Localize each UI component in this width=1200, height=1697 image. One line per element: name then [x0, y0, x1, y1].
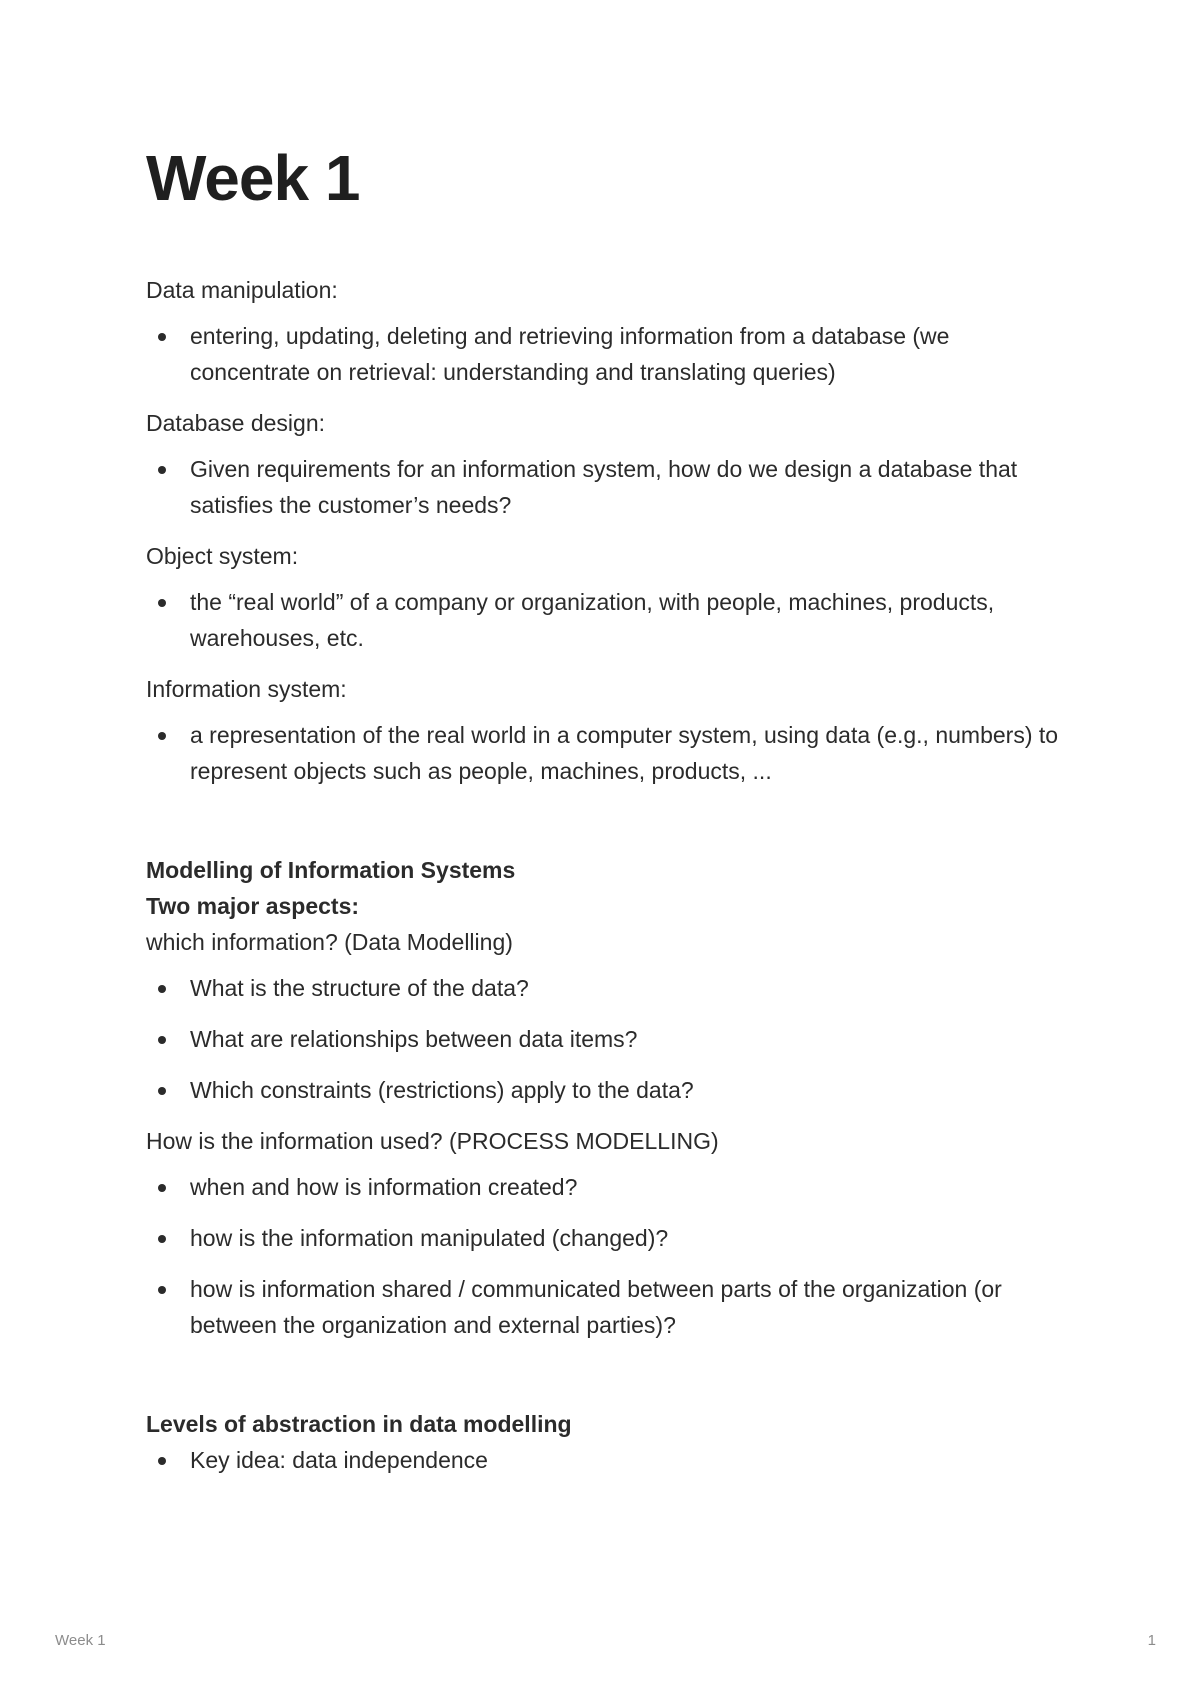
list-item: Given requirements for an information system, how do we design a database that satisfies the customer’s needs? [146, 451, 1076, 523]
section-label-process-modelling: How is the information used? (PROCESS MODELLING) [146, 1128, 719, 1154]
section-label-data-manipulation: Data manipulation: [146, 277, 338, 303]
list-item: when and how is information created? [146, 1169, 1076, 1205]
bullet-list-information-system [146, 717, 1076, 789]
list-item: the “real world” of a company or organization, with people, machines, products, warehouses, etc. [146, 584, 1076, 656]
page-title: Week 1 [146, 142, 360, 214]
bullet-list-object-system [146, 584, 1076, 656]
bullet-list-data-modelling [146, 970, 1076, 1108]
section-subheading-two-aspects: Two major aspects: [146, 893, 360, 919]
list-item: Key idea: data independence [146, 1442, 1076, 1478]
list-item: What is the structure of the data? [146, 970, 1076, 1006]
section-label-data-modelling: which information? (Data Modelling) [146, 929, 513, 955]
document-body [146, 272, 1076, 1493]
section-label-database-design: Database design: [146, 410, 326, 436]
section-label-information-system: Information system: [146, 676, 347, 702]
list-item: entering, updating, deleting and retrieving information from a database (we concentrate on retrieval: understanding and translating queries) [146, 318, 1076, 390]
bullet-list-data-manipulation [146, 318, 1076, 390]
list-item: What are relationships between data items? [146, 1021, 1076, 1057]
list-item: how is the information manipulated (changed)? [146, 1220, 1076, 1256]
section-heading-modelling: Modelling of Information Systems [146, 857, 516, 883]
bullet-list-abstraction [146, 1442, 1076, 1478]
spacer [146, 804, 1076, 852]
footer-document-title: Week 1 [55, 1632, 106, 1649]
bullet-list-database-design [146, 451, 1076, 523]
spacer [146, 1358, 1076, 1406]
section-heading-abstraction: Levels of abstraction in data modelling [146, 1411, 572, 1437]
list-item: how is information shared / communicated between parts of the organization (or between the organization and external parties)? [146, 1271, 1076, 1343]
list-item: a representation of the real world in a computer system, using data (e.g., numbers) to represent objects such as people, machines, products, ... [146, 717, 1076, 789]
footer-page-number: 1 [1147, 1632, 1156, 1649]
list-item: Which constraints (restrictions) apply to the data? [146, 1072, 1076, 1108]
section-label-object-system: Object system: [146, 543, 299, 569]
bullet-list-process-modelling [146, 1169, 1076, 1343]
